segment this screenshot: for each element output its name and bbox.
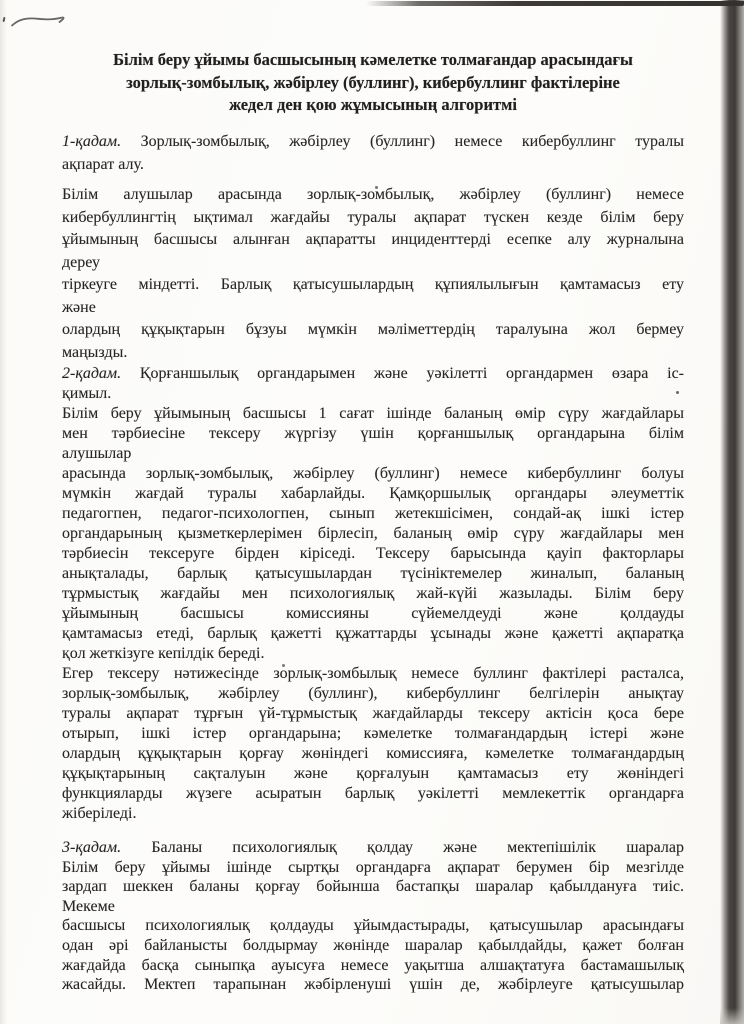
text-line: Мекеме [62, 897, 115, 915]
text-line: туралы ақпарат тұрғын үй-тұрмыстық жағдайларды тексеру актісін қоса бере [62, 705, 684, 722]
paragraph-step-2 [62, 364, 684, 824]
text-line: маңызды. [62, 343, 128, 361]
text-line: жасайды. Мектеп тарапынан жәбірленуші үшін де, жәбірлеуге қатысушылар [62, 976, 684, 994]
text-line: кибербуллингтің ықтимал жағдайы туралы ақпарат түскен кезде білім беру [62, 208, 684, 226]
paragraph-step-1-details [62, 184, 684, 364]
text-line: жағдайда басқа сыныпқа ауысуға немесе уақытша алшақтатуға бастамашылық [62, 956, 684, 974]
pen-mark [8, 13, 70, 29]
text-line: және [62, 298, 96, 316]
text-line: ақпарат алу. [62, 155, 144, 173]
step-label: 1-қадам. [62, 133, 122, 150]
text-line: Білім беру ұйымының басшысы 1 сағат ішінде баланың өмір сүру жағдайлары [62, 405, 684, 422]
text-line: 2-қадам. Қорғаншылық органдарымен және уәкілетті органдармен өзара іс- [62, 365, 684, 382]
text-line: жіберіледі. [62, 805, 137, 822]
text-line: зорлық-зомбылық, жәбірлеу (буллинг), кибербуллинг белгілерін анықтау [62, 685, 684, 702]
text-line: 3-қадам. Баланы психологиялық қолдау және мектепішілік шаралар [62, 839, 684, 856]
text-line: құқықтарының сақталуын және қорғалуын қамтамасыз ету жөніндегі [62, 765, 684, 782]
text-line: ұйымының басшысы комиссияны сүйемелдеуді және қолдауды [62, 605, 684, 622]
text-line: тіркеуге міндетті. Барлық қатысушылардың құпиялылығын қамтамасыз ету [62, 276, 684, 293]
text-line: зардап шеккен баланы қорғау бойынша бастапқы шаралар қабылдануға тиіс. [62, 878, 684, 896]
text-line: 1-қадам. Зорлық-зомбылық, жәбірлеу (буллинг) немесе кибербуллинг туралы [62, 133, 684, 150]
scan-left-shadow [0, 0, 7, 1024]
title-line-2: зорлық-зомбылық, жәбірлеу (буллинг), кибербуллинг фактілеріне [126, 72, 620, 92]
text-line: тәрбиесін тексеруге бірден кіріседі. Тексеру барысында қауіп факторлары [62, 545, 684, 562]
text-line: тұрмыстық жағдайы мен психологиялық жай-күйі жазылады. Білім беру [62, 585, 684, 602]
step-label: 2-қадам. [62, 365, 122, 382]
text-line: педагогпен, педагог-психологпен, сынып жетекшісімен, сондай-ақ ішкі істер [62, 505, 684, 522]
text-line: мүмкін жағдай туралы хабарлайды. Қамқоршылық органдары әлеуметтік [62, 485, 684, 502]
scan-edge-top-line [366, 1, 744, 6]
text-line: мен тәрбиесіне тексеру жүргізу үшін қорғаншылық органдарына білім [62, 425, 684, 442]
text-line: органдарының қызметкерлерімен бірлесіп, баланың өмір сүру жағдайлары мен [62, 525, 684, 542]
text-line: анықталады, барлық қатысушылардан түсініктемелер жиналып, баланың [62, 565, 684, 582]
title-line-1: Білім беру ұйымы басшысының кәмелетке толмағандар арасындағы [113, 50, 633, 69]
text-line: қамтамасыз етеді, барлық қажетті құжаттарды ұсынады және қажетті ақпаратқа [62, 625, 684, 642]
step-label: 3-қадам. [62, 839, 122, 856]
text-line: олардың құқықтарын бұзуы мүмкін мәліметтердің таралуына жол бермеу [62, 321, 684, 338]
text-line: Білім беру ұйымы ішінде сыртқы органдарға ақпарат берумен бір мезгілде [62, 858, 684, 876]
text-line: олардың құқықтарын қорғау жөніндегі комиссияға, кәмелетке толмағандардың [62, 745, 684, 762]
text-line: арасында зорлық-зомбылық, жәбірлеу (буллинг) немесе кибербуллинг болуы [62, 465, 684, 482]
text-line: отырып, ішкі істер органдарына; кәмелетке толмағандардың істері және [62, 725, 684, 742]
text-line: ұйымының басшысы алынған ақпаратты инциденттерді есепке алу журналына [62, 231, 684, 248]
scan-edge-right-band [720, 0, 744, 1024]
title-line-3: жедел ден қою жұмысының алгоритмі [229, 95, 517, 114]
text-line: Егер тексеру нәтижесінде зорлық-зомбылық немесе буллинг фактілері расталса, [62, 665, 684, 682]
paragraph-step-1 [62, 131, 684, 176]
text-line: одан әрі байланысты болдырмау жөнінде шаралар қабылдайды, қажет болған [62, 936, 684, 954]
text-line: қимыл. [62, 385, 112, 402]
document-title [62, 49, 684, 117]
text-line: алушылар [62, 445, 132, 462]
text-line: басшысы психологиялық қолдауды ұйымдастырады, қатысушылар арасындағы [62, 917, 684, 935]
text-line: дереу [62, 253, 100, 271]
text-line: функцияларды жүзеге асыратын барлық уәкілетті мемлекеттік органдарға [62, 785, 684, 802]
text-line: қол жеткізуге кепілдік береді. [62, 645, 265, 662]
text-line: Білім алушылар арасында зорлық-зомбылық, жәбірлеу (буллинг) немесе [62, 186, 684, 203]
paragraph-step-3 [62, 838, 684, 995]
